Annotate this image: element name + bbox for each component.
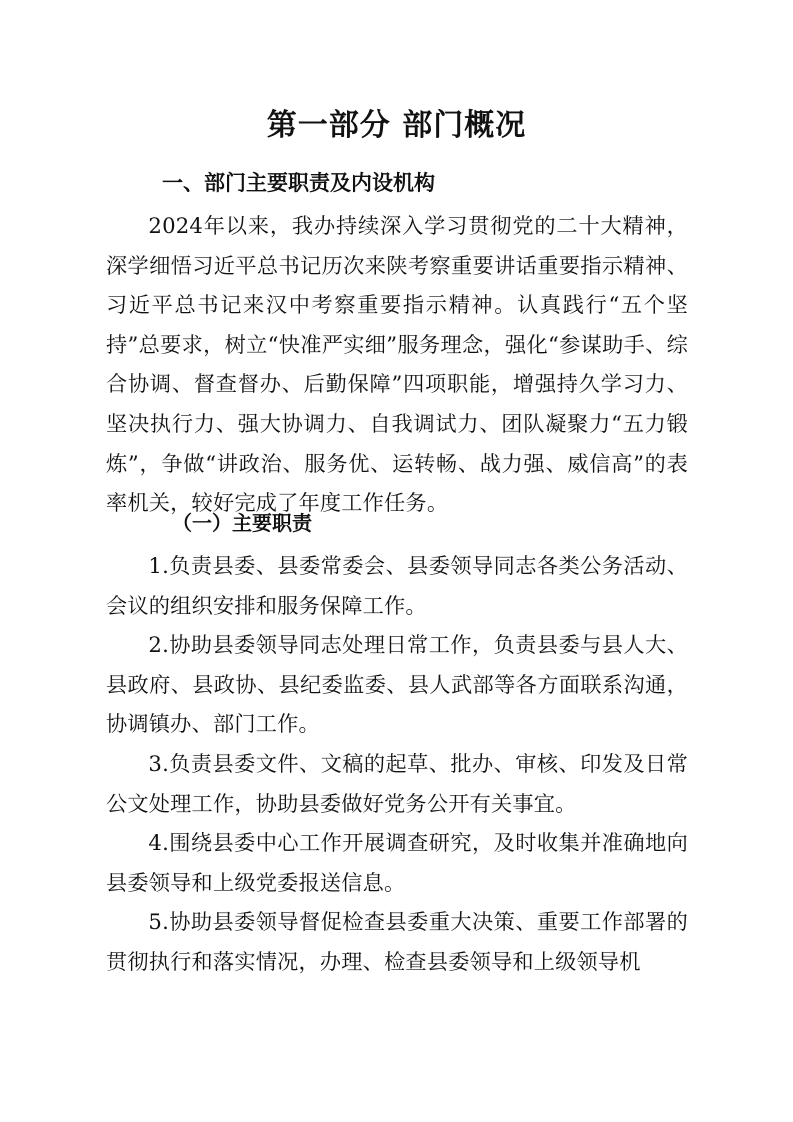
section-heading: 一、部门主要职责及内设机构	[162, 171, 435, 195]
duty-item-5: 5.协助县委领导督促检查县委重大决策、重要工作部署的贯彻执行和落实情况，办理、检查县委领导和上级领导机	[106, 909, 688, 974]
duty-item-3: 3.负责县委文件、文稿的起草、批办、审核、印发及日常公文处理工作，协助县委做好党务公开有关事宜。	[106, 751, 688, 816]
duty-item-2: 2.协助县委领导同志处理日常工作，负责县委与县人大、县政府、县政协、县纪委监委、县人武部等各方面联系沟通，协调镇办、部门工作。	[106, 632, 688, 737]
subsection-heading: （一）主要职责	[172, 511, 312, 535]
page-title: 第一部分 部门概况	[266, 108, 527, 143]
intro-paragraph: 2024年以来，我办持续深入学习贯彻党的二十大精神，深学细悟习近平总书记历次来陕考察重要讲话重要指示精神、习近平总书记来汉中考察重要指示精神。认真践行“五个坚持”总要求，树立“快准严实细”服务理念，强化“参谋助手、综合协调、督查督办、后勤保障”四项职能，增强持久学习力、坚决执行力、强大协调力、自我调试力、团队凝聚力“五力锻炼”，争做“讲政治、服务优、运转畅、战力强、威信高”的表率机关，较好完成了年度工作任务。	[106, 213, 688, 516]
duty-item-1: 1.负责县委、县委常委会、县委领导同志各类公务活动、会议的组织安排和服务保障工作。	[106, 553, 688, 618]
duty-item-4: 4.围绕县委中心工作开展调查研究，及时收集并准确地向县委领导和上级党委报送信息。	[106, 830, 688, 895]
